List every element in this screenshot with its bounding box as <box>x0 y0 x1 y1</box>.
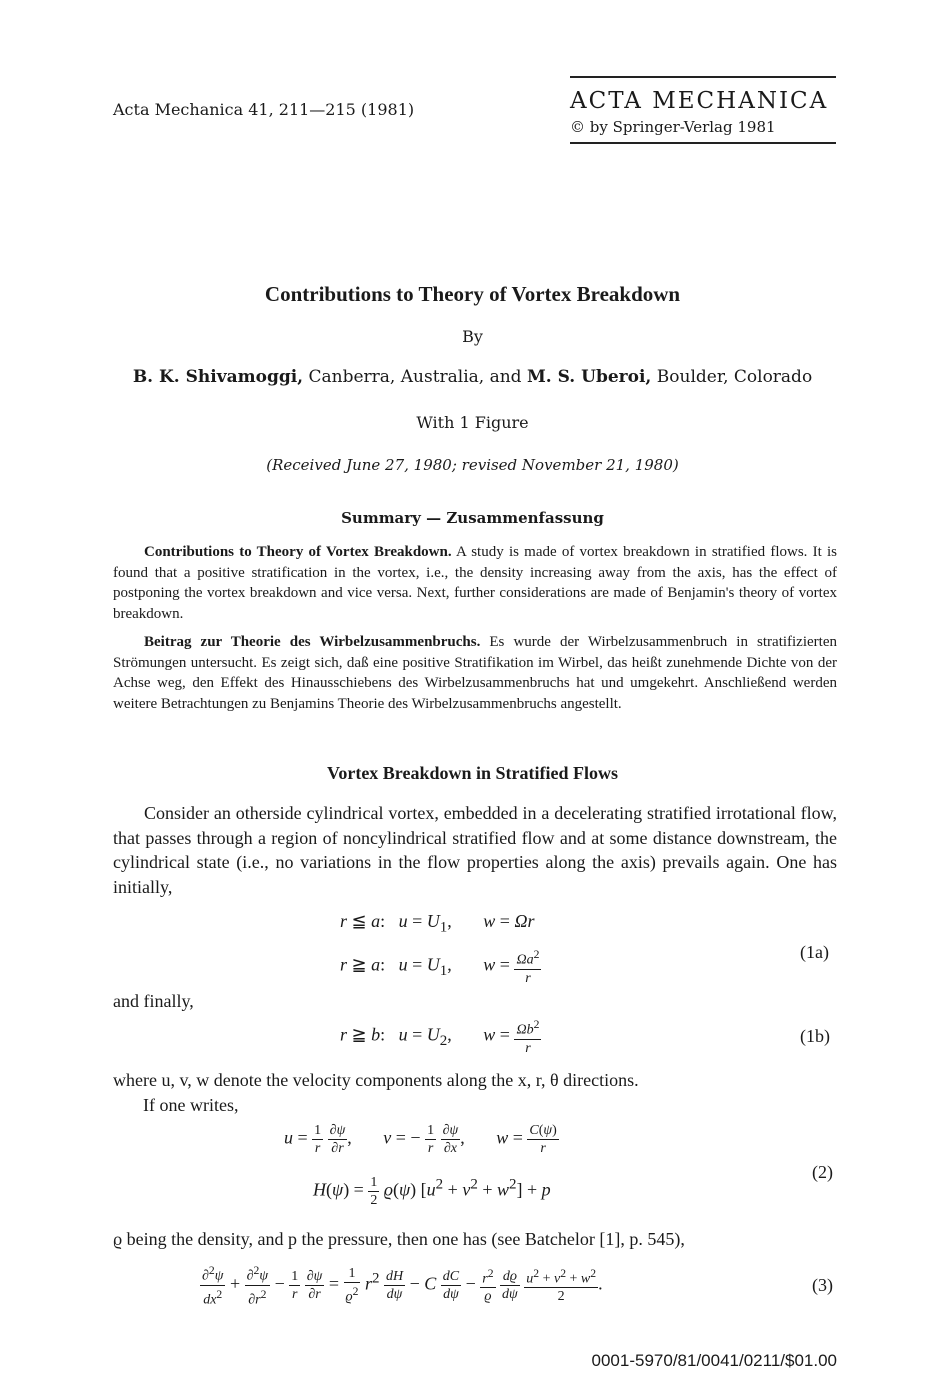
figure-count: With 1 Figure <box>416 413 529 432</box>
where-text: where u, v, w denote the velocity components along the x, r, θ directions. <box>113 1070 639 1090</box>
author1-place: Canberra, Australia, and <box>303 367 527 387</box>
equation-2-line1: u = $\frac{1}{r}$ $\frac{\partial\psi}{\partial r}$ , v = − $\frac{1}{r}$ $\frac{\partial\psi}{\partial x}$ , w = $\frac{C(\psi)}{r}$ <box>284 1123 557 1156</box>
equation-2-number: (2) <box>812 1162 833 1182</box>
article-title: Contributions to Theory of Vortex Breakdown <box>264 282 681 306</box>
publisher-copyright: © by Springer-Verlag 1981 <box>570 118 776 136</box>
equation-3-number: (3) <box>812 1275 833 1295</box>
equation-1b: r ≧ b: $u = U_2$, w = $\frac{\Omega b^2}{r}$ <box>340 1018 540 1056</box>
author2-name: M. S. Uberoi, <box>526 367 652 387</box>
journal-name: ACTA MECHANICA <box>570 88 829 114</box>
abstract-en-text: A study is made of vortex breakdown in stratified flows. It is found that a positive stratification in the vortex, i.e., the density increasing away from the axis, has the effect of postponing the vortex breakdown and vice versa. Next, further considerations are made of Benjamin's theory of vortex breakdown. <box>113 544 838 622</box>
equation-1a-line2: r ≧ a: $u = U_1$, w = $\frac{\Omega a^2}{r}$ <box>340 948 540 986</box>
received-text: (Received June 27, 1980; revised November 21, 1980) <box>266 456 679 474</box>
and-finally-text: and finally, <box>113 991 194 1011</box>
equation-1a-number: (1a) <box>800 942 829 962</box>
journal-brand <box>570 76 836 144</box>
paragraph-intro <box>113 801 837 899</box>
equation-3: $\frac{\partial^2\psi}{dx^2}$ + $\frac{\partial^2\psi}{\partial r^2}$ − $\frac{1}{r}$ $\frac{\partial\psi}{\partial r}$ = $\frac{1}{ϱ^2}$ $r^2$ $\frac{dH}{d\psi}$ − C $\frac{dC}{d\psi}$ − $\frac{r^2}{ϱ}$ $\frac{dϱ}{d\psi}$ $\frac{u^2 + v^2 + w^2}{2}$ . <box>202 1264 603 1308</box>
authors <box>0 367 945 387</box>
equation-1b-number: (1b) <box>800 1026 830 1046</box>
if-one-writes-text: If one writes, <box>143 1095 239 1115</box>
abstract-english <box>113 542 837 624</box>
section-heading: Vortex Breakdown in Stratified Flows <box>326 763 618 783</box>
equation-2-line2: H(ψ) = $\frac{1}{2}$ ϱ(ψ) $[u^2 + v^2 + w^2] + p$ <box>313 1175 551 1208</box>
journal-reference: Acta Mechanica 41, 211—215 (1981) <box>113 100 415 119</box>
abstract-german <box>113 632 837 714</box>
equation-1a-line1: r ≦ a: $u = U_1$, w = Ωr <box>340 911 535 936</box>
by-line: By <box>462 327 483 346</box>
author1-name: B. K. Shivamoggi, <box>132 367 304 387</box>
abstract-en-lead: Contributions to Theory of Vortex Breakdown. <box>144 544 452 560</box>
paragraph-intro-text: Consider an otherside cylindrical vortex, embedded in a decelerating stratified irrotational flow, that passes through a region of noncylindrical stratified flow and at some distance downstream, the cylindrical state (i.e., no variations in the flow properties along the axis) prevails again. One has initially, <box>113 803 837 897</box>
abstract-de-text: Es wurde der Wirbelzusammenbruch in stratifizierten Strömungen untersucht. Es zeigt sich, daß eine positive Stratifikation im Wirbel, das heißt zunehmende Dichte von der Achse weg, den Effekt des Hinausschiebens des Wirbelzusammenbruchs hat und umgekehrt. Anschließend werden weitere Betrachtungen zu Benjamins Theorie des Wirbelzusammenbruchs angestellt. <box>113 634 837 712</box>
author2-place: Boulder, Colorado <box>651 367 813 387</box>
abstract-de-lead: Beitrag zur Theorie des Wirbelzusammenbruchs. <box>144 634 481 650</box>
density-text: ϱ being the density, and p the pressure, then one has (see Batchelor [1], p. 545), <box>113 1229 685 1249</box>
article-code: 0001-5970/81/0041/0211/$01.00 <box>591 1351 837 1370</box>
received-dates <box>0 456 945 474</box>
summary-heading: Summary — Zusammenfassung <box>341 509 604 527</box>
